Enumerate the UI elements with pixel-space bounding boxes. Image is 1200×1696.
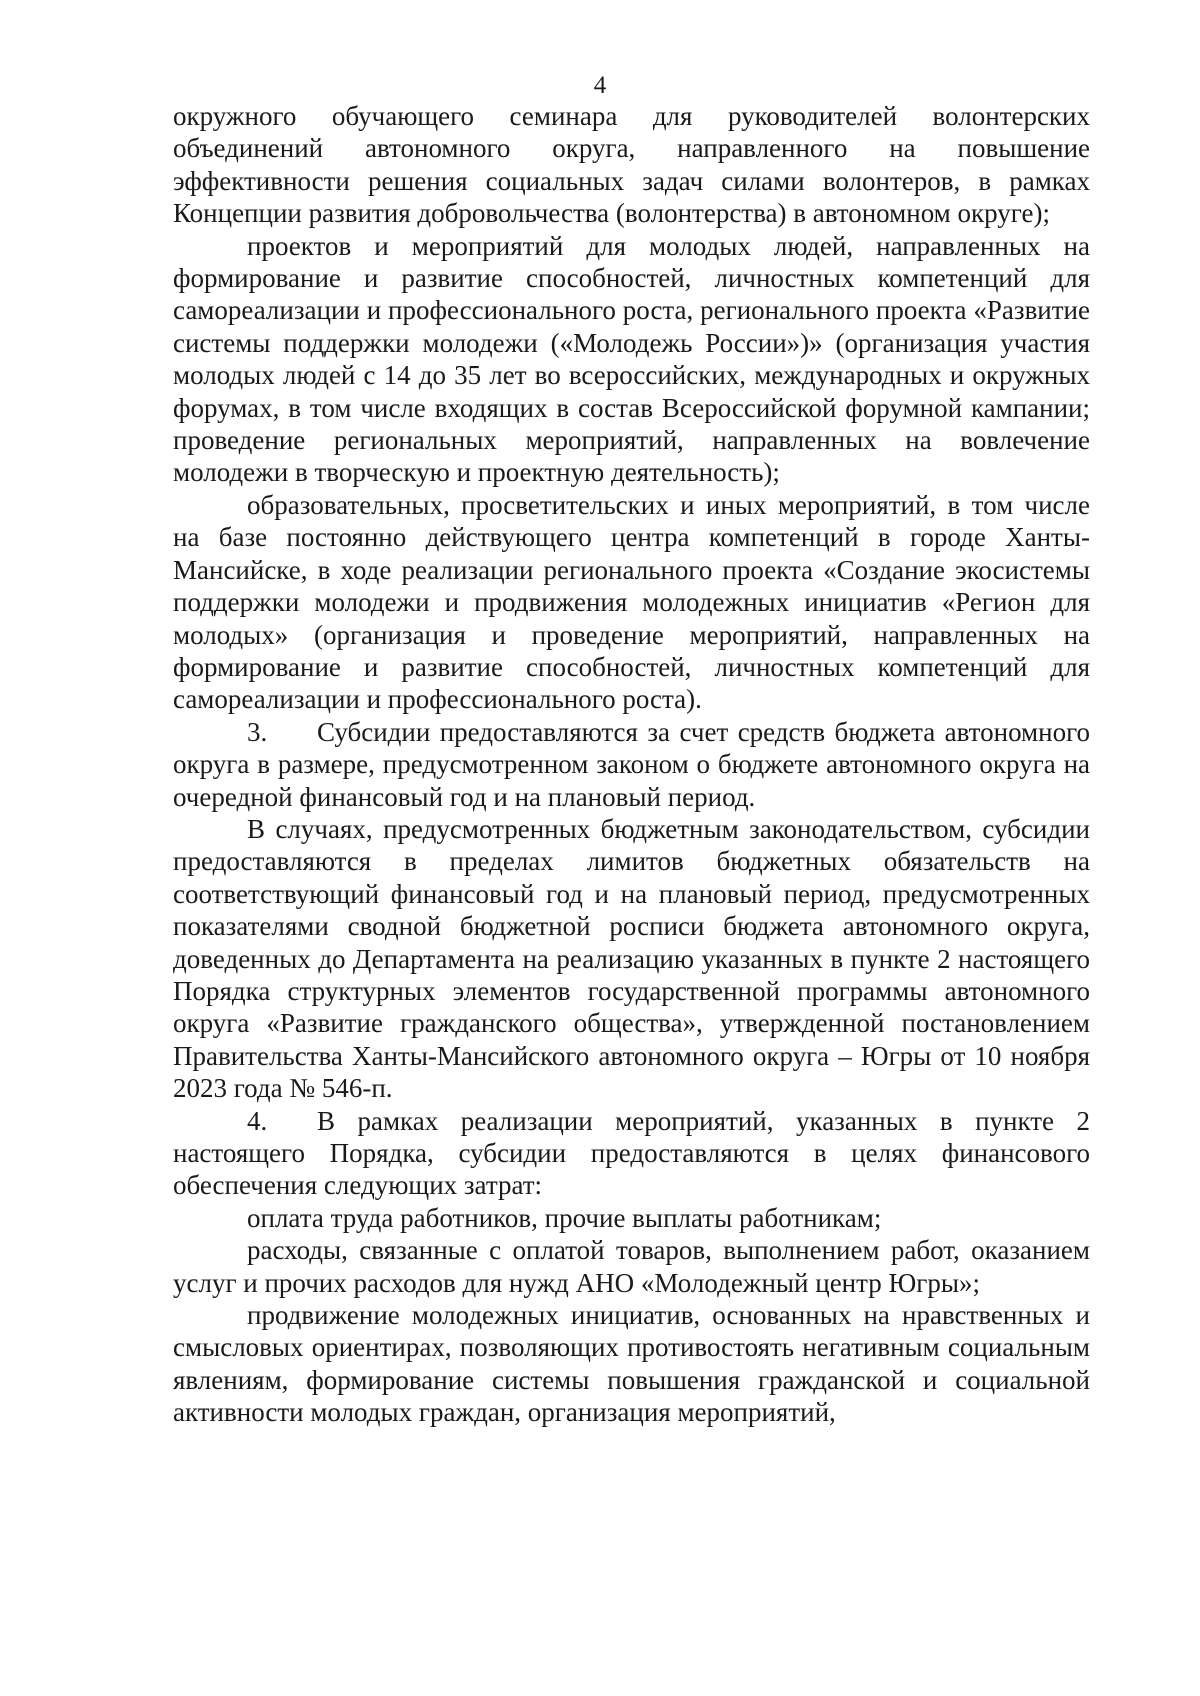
paragraph-text: проектов и мероприятий для молодых людей, направленных на формирование и развитие способностей, личностных компетенций для самореализации и профессионального роста, регионального проекта «Развитие системы поддержки молодежи («Молодежь России»)» (организация участия молодых людей с 14 до 35 лет во всероссийских, международных и окружных форумах, в том числе входящих в состав Всероссийской форумной кампании; проведение региональных мероприятий, направленных на вовлечение молодежи в творческую и проектную деятельность); [173,230,1090,488]
paragraph [173,1234,1090,1299]
paragraph-text: окружного обучающего семинара для руководителей волонтерских объединений автономного округа, направленного на повышение эффективности решения социальных задач силами волонтеров, в рамках Концепции развития добровольчества (волонтерства) в автономном округе); [173,101,1090,229]
paragraph-number: 3. [247,716,268,747]
paragraph [173,1299,1090,1429]
paragraph [173,489,1090,716]
paragraph-text: В рамках реализации мероприятий, указанных в пункте 2 настоящего Порядка, субсидии предоставляются в целях финансового обеспечения следующих затрат: [173,1105,1090,1201]
paragraph [173,230,1090,489]
paragraph [173,813,1090,1105]
paragraph [173,1202,1090,1234]
paragraph [173,1105,1090,1202]
paragraph-text: Субсидии предоставляются за счет средств бюджета автономного округа в размере, предусмотренном законом о бюджете автономного округа на очередной финансовый год и на плановый период. [173,716,1090,812]
paragraph-text: расходы, связанные с оплатой товаров, выполнением работ, оказанием услуг и прочих расходов для нужд АНО «Молодежный центр Югры»; [173,1235,1090,1298]
paragraph-text: образовательных, просветительских и иных мероприятий, в том числе на базе постоянно действующего центра компетенций в городе Ханты-Мансийске, в ходе реализации регионального проекта «Создание экосистемы поддержки молодежи и продвижения молодежных инициатив «Регион для молодых» (организация и проведение мероприятий, направленных на формирование и развитие способностей, личностных компетенций для самореализации и профессионального роста). [173,489,1090,715]
paragraph-text: оплата труда работников, прочие выплаты работникам; [247,1202,882,1233]
page-number: 4 [593,72,607,99]
document-body [173,100,1090,1429]
paragraph-number: 4. [247,1105,268,1136]
paragraph [173,100,1090,230]
paragraph-text: В случаях, предусмотренных бюджетным законодательством, субсидии предоставляются в пределах лимитов бюджетных обязательств на соответствующий финансовый год и на плановый период, предусмотренных показателями сводной бюджетной росписи бюджета автономного округа, доведенных до Департамента на реализацию указанных в пункте 2 настоящего Порядка структурных элементов государственной программы автономного округа «Развитие гражданского общества», утвержденной постановлением Правительства Ханты-Мансийского автономного округа – Югры от 10 ноября 2023 года № 546-п. [173,813,1090,1104]
paragraph-text: продвижение молодежных инициатив, основанных на нравственных и смысловых ориентирах, позволяющих противостоять негативным социальным явлениям, формирование системы повышения гражданской и социальной активности молодых граждан, организация мероприятий, [173,1300,1090,1428]
paragraph [173,716,1090,813]
